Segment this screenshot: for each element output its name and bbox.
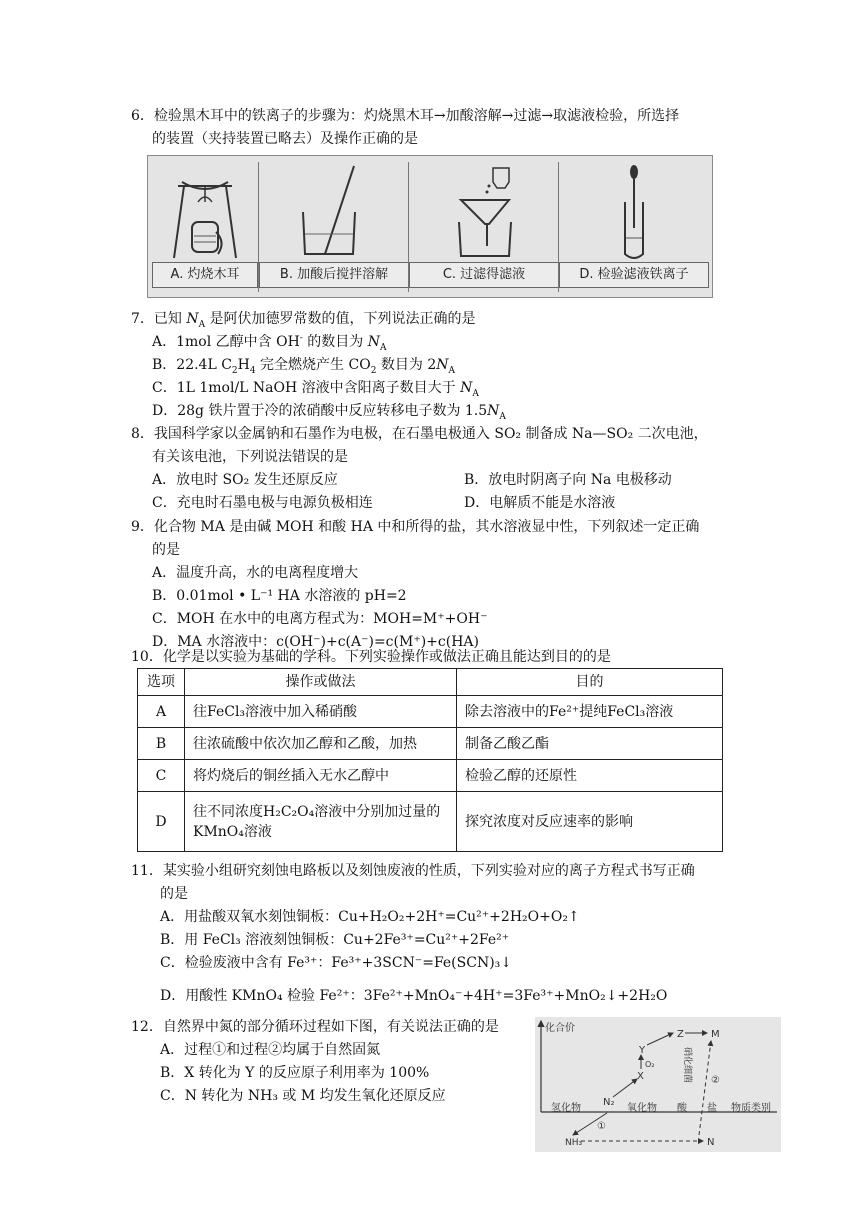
node-nh3: NH₃ xyxy=(565,1138,583,1148)
q8-stem-line2: 有关该电池，下列说法错误的是 xyxy=(152,449,348,465)
row-operation: 将灼烧后的铜丝插入无水乙醇中 xyxy=(185,760,457,792)
row-goal: 探究浓度对反应速率的影响 xyxy=(457,792,723,852)
category-acid: 酸 xyxy=(677,1103,687,1114)
q7-stem: 7．已知 $N_A$ 是阿伏加德罗常数的值，下列说法正确的是 xyxy=(131,311,476,330)
q6-option-b-panel xyxy=(258,162,409,292)
row-option: D xyxy=(138,792,185,852)
header-option: 选项 xyxy=(138,669,185,696)
q12-option-b: B．X 转化为 Y 的反应原子利用率为 100% xyxy=(160,1065,430,1081)
row-operation: 往FeCl₃溶液中加入稀硝酸 xyxy=(185,696,457,728)
label-process-1: ① xyxy=(597,1121,606,1132)
q12-stem: 12．自然界中氮的部分循环过程如下图，有关说法正确的是 xyxy=(131,1019,499,1035)
label-nitrifying-bacteria: 硝化细菌 xyxy=(682,1047,692,1084)
y-axis-label: 化合价 xyxy=(545,1023,575,1034)
q7-option-d: D．28g 铁片置于冷的浓硝酸中反应转移电子数为 $1.5N_A$ xyxy=(152,403,506,422)
q12-option-c: C．N 转化为 NH₃ 或 M 均发生氧化还原反应 xyxy=(160,1088,446,1104)
arrow-y-z xyxy=(647,1033,673,1045)
q9-option-a: A．温度升高，水的电离程度增大 xyxy=(152,565,359,581)
arrow-n2-x xyxy=(613,1079,637,1097)
q11-option-c: C．检验废液中含有 Fe³⁺：Fe³⁺+3SCN⁻=Fe(SCN)₃↓ xyxy=(160,955,512,971)
row-option: A xyxy=(138,696,185,728)
node-z: Z xyxy=(677,1029,684,1040)
beaker-stirring-rod-icon xyxy=(259,162,409,262)
dropper-test-tube-icon xyxy=(559,162,709,262)
label-process-2: ② xyxy=(711,1075,720,1086)
q6-option-c-panel xyxy=(408,162,559,292)
row-goal: 检验乙醇的还原性 xyxy=(457,760,723,792)
table-row xyxy=(138,760,723,792)
q6-stem-line2: 的装置（夹持装置已略去）及操作正确的是 xyxy=(152,131,418,147)
table-row xyxy=(138,696,723,728)
q11-option-d: D．用酸性 KMnO₄ 检验 Fe²⁺：3Fe²⁺+MnO₄⁻+4H⁺=3Fe³⁺+MnO₂↓+2H₂O xyxy=(160,988,668,1004)
nitrogen-cycle-figure xyxy=(535,1017,781,1152)
q11-option-b: B．用 FeCl₃ 溶液刻蚀铜板：Cu+2Fe³⁺=Cu²⁺+2Fe²⁺ xyxy=(160,932,510,948)
q6-caption-b: B. 加酸后搅拌溶解 xyxy=(259,262,409,288)
filtration-funnel-icon xyxy=(409,162,559,262)
q11-option-a: A．用盐酸双氧水刻蚀铜板：Cu+H₂O₂+2H⁺=Cu²⁺+2H₂O+O₂↑ xyxy=(160,909,580,925)
q9-stem-line2: 的是 xyxy=(152,542,180,558)
row-option: C xyxy=(138,760,185,792)
q8-option-a: A．放电时 SO₂ 发生还原反应 xyxy=(152,472,338,488)
q11-stem-line2: 的是 xyxy=(160,886,188,902)
node-y: Y xyxy=(639,1045,646,1056)
q7-option-b: B．22.4L $C_2H_4$ 完全燃烧产生 $CO_2$ 数目为 $2N_A$ xyxy=(152,357,455,376)
category-oxide: 氧化物 xyxy=(627,1103,657,1114)
row-goal: 除去溶液中的Fe²⁺提纯FeCl₃溶液 xyxy=(457,696,723,728)
header-goal: 目的 xyxy=(457,669,723,696)
row-operation: 往浓硫酸中依次加乙醇和乙酸，加热 xyxy=(185,728,457,760)
arrow-nitrifying xyxy=(699,1041,711,1135)
q6-caption-d: D. 检验滤液铁离子 xyxy=(559,262,709,288)
q8-option-b: B．放电时阴离子向 Na 电极移动 xyxy=(464,472,672,488)
q8-stem-line1: 8．我国科学家以金属钠和石墨作为电极，在石墨电极通入 SO₂ 制备成 Na—SO₂ 二次电池， xyxy=(131,426,708,442)
q8-option-c: C．充电时石墨电极与电源负极相连 xyxy=(152,495,373,511)
q9-option-b: B．0.01mol • L⁻¹ HA 水溶液的 pH=2 xyxy=(152,588,407,604)
node-m: M xyxy=(711,1029,720,1040)
q6-caption-c: C. 过滤得滤液 xyxy=(409,262,559,288)
node-x: X xyxy=(637,1071,644,1082)
q10-table xyxy=(137,668,723,852)
q6-caption-a: A. 灼烧木耳 xyxy=(152,262,258,288)
table-header-row xyxy=(138,669,723,696)
x-axis-label: 物质类别 xyxy=(731,1103,771,1114)
crucible-tripod-icon xyxy=(152,162,258,262)
q9-option-d: D．MA 水溶液中：c(OH⁻)+c(A⁻)=c(M⁺)+c(HA) xyxy=(152,634,479,650)
q10-stem: 10．化学是以实验为基础的学科。下列实验操作或做法正确且能达到目的的是 xyxy=(131,649,611,665)
q9-option-c: C．MOH 在水中的电离方程式为：MOH=M⁺+OH⁻ xyxy=(152,611,488,627)
q8-option-d: D．电解质不能是水溶液 xyxy=(464,495,616,511)
category-hydride: 氢化物 xyxy=(551,1103,581,1114)
table-row xyxy=(138,792,723,852)
node-o2: O₂ xyxy=(645,1060,655,1069)
header-operation: 操作或做法 xyxy=(185,669,457,696)
q9-stem-line1: 9．化合物 MA 是由碱 MOH 和酸 HA 中和所得的盐，其水溶液显中性，下列叙述一定正确 xyxy=(131,519,700,535)
row-goal: 制备乙酸乙酯 xyxy=(457,728,723,760)
q12-option-a: A．过程①和过程②均属于自然固氮 xyxy=(160,1042,381,1058)
category-n2: N₂ xyxy=(603,1097,615,1108)
q6-option-a-panel xyxy=(152,162,258,292)
q6-option-d-panel xyxy=(558,162,709,292)
row-option: B xyxy=(138,728,185,760)
q7-option-a: A．1mol 乙醇中含 OH- 的数目为 $N_A$ xyxy=(152,333,387,353)
q7-option-c: C．1L 1mol/L NaOH 溶液中含阳离子数目大于 $N_A$ xyxy=(152,380,479,399)
row-operation: 往不同浓度H₂C₂O₄溶液中分别加过量的KMnO₄溶液 xyxy=(185,792,457,852)
node-n: N xyxy=(707,1137,715,1148)
q11-stem-line1: 11．某实验小组研究刻蚀电路板以及刻蚀废液的性质，下列实验对应的离子方程式书写正确 xyxy=(131,863,695,879)
q6-apparatus-figure xyxy=(147,155,713,298)
q6-stem-line1: 6．检验黑木耳中的铁离子的步骤为：灼烧黑木耳→加酸溶解→过滤→取滤液检验，所选择 xyxy=(131,108,680,124)
table-row xyxy=(138,728,723,760)
category-salt: 盐 xyxy=(707,1103,717,1114)
